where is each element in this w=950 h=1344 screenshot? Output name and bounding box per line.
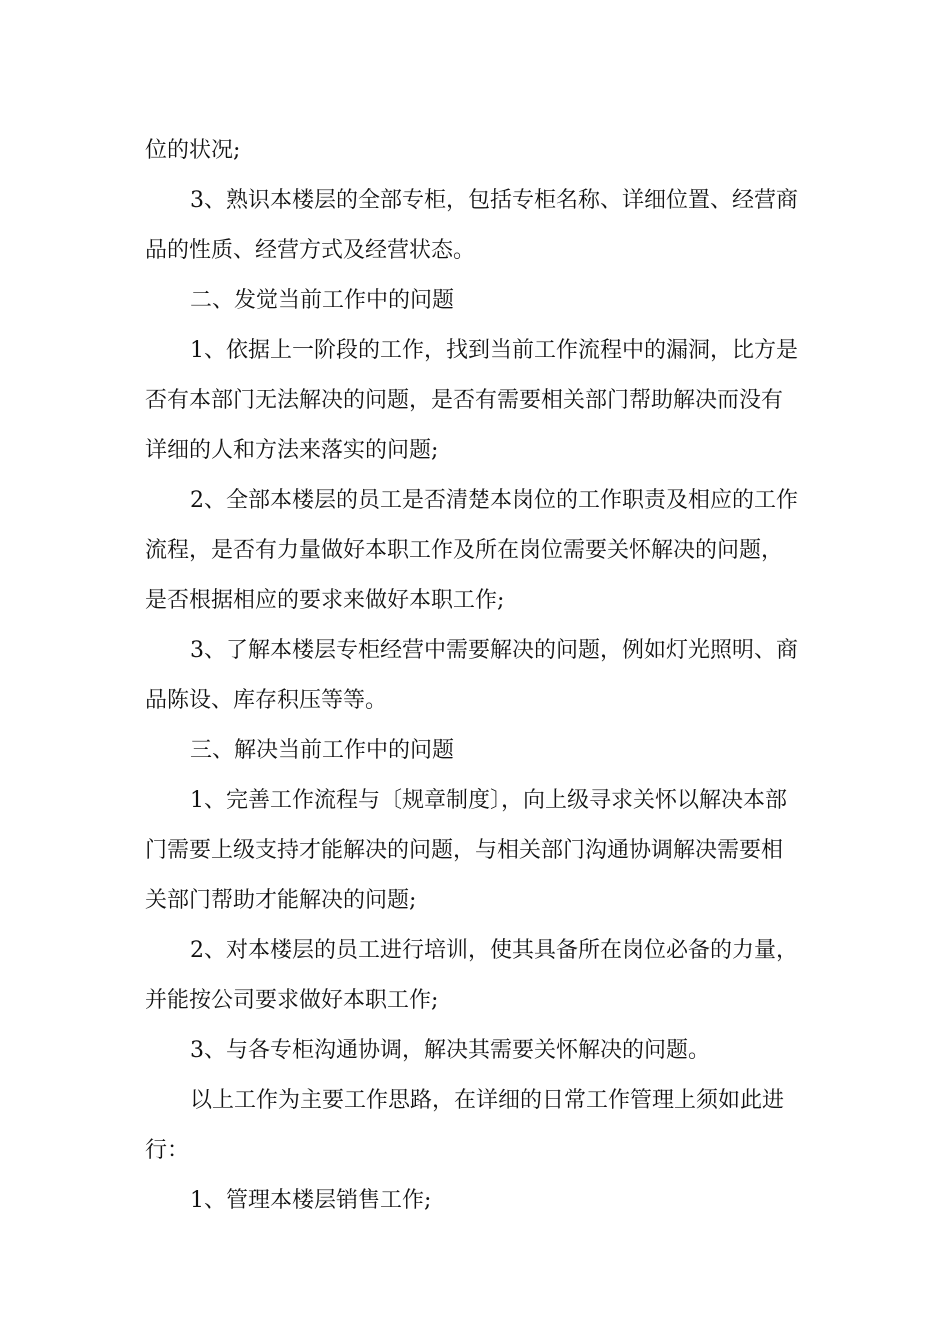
list-item-text-line: 1、依据上一阶段的工作，找到当前工作流程中的漏洞，比方是	[190, 338, 798, 363]
text-line: 并能按公司要求做好本职工作;	[145, 988, 439, 1013]
paragraph-text-line: 以上工作为主要工作思路，在详细的日常工作管理上须如此进	[190, 1088, 785, 1113]
list-item-text-line: 3、了解本楼层专柜经营中需要解决的问题，例如灯光照明、商	[190, 638, 798, 663]
text-line: 门需要上级支持才能解决的问题，与相关部门沟通协调解决需要相	[145, 838, 784, 863]
list-item-text-line: 1、完善工作流程与〔规章制度〕，向上级寻求关怀以解决本部	[190, 788, 787, 813]
text-line: 位的状况;	[145, 138, 241, 163]
section-heading: 三、解决当前工作中的问题	[190, 738, 455, 763]
text-line: 流程，是否有力量做好本职工作及所在岗位需要关怀解决的问题，	[145, 538, 784, 563]
text-line: 详细的人和方法来落实的问题;	[145, 438, 439, 463]
text-line: 行：	[145, 1138, 190, 1163]
text-line: 关部门帮助才能解决的问题;	[145, 888, 417, 913]
list-item-text-line: 1、管理本楼层销售工作;	[190, 1188, 432, 1213]
list-item-text-line: 3、与各专柜沟通协调，解决其需要关怀解决的问题。	[190, 1038, 710, 1063]
list-item-text-line: 2、对本楼层的员工进行培训，使其具备所在岗位必备的力量，	[190, 938, 798, 963]
list-item-text-line: 2、全部本楼层的员工是否清楚本岗位的工作职责及相应的工作	[190, 488, 798, 513]
text-line: 否有本部门无法解决的问题，是否有需要相关部门帮助解决而没有	[145, 388, 784, 413]
text-line: 是否根据相应的要求来做好本职工作;	[145, 588, 505, 613]
section-heading: 二、发觉当前工作中的问题	[190, 288, 455, 313]
list-item-text-line: 3、熟识本楼层的全部专柜，包括专柜名称、详细位置、经营商	[190, 188, 798, 213]
text-line: 品的性质、经营方式及经营状态。	[145, 238, 476, 263]
text-line: 品陈设、库存积压等等。	[145, 688, 388, 713]
